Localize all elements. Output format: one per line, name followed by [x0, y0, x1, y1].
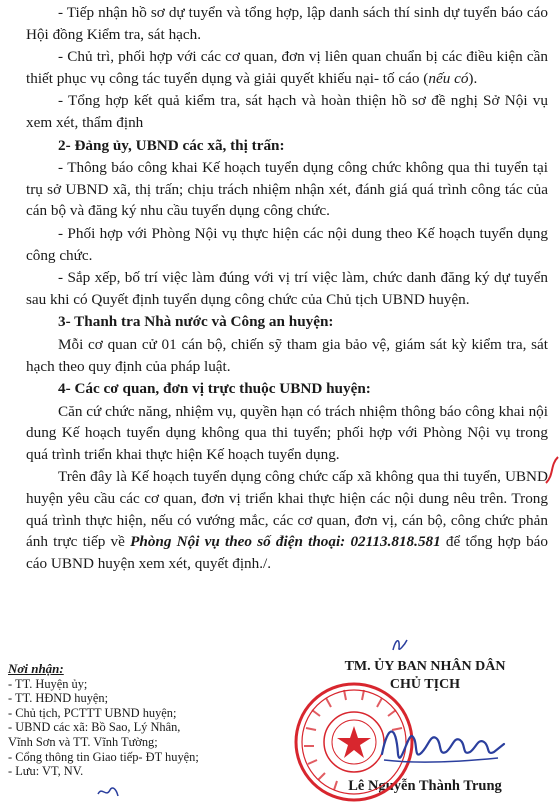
paragraph-text: - Sắp xếp, bố trí việc làm đúng với vị trí việc làm, chức danh đăng ký dự tuyển sau khi có Quyết định tuyển dụng công chức của Chủ tịch UBND huyện.	[26, 269, 548, 308]
initial-mark-icon	[390, 636, 410, 654]
body-paragraph	[26, 334, 548, 377]
paragraph-text: - Thông báo công khai Kế hoạch tuyển dụng công chức không qua thi tuyển tại trụ sở UBND xã, thị trấn; chịu trách nhiệm nhận xét, đánh giá quá trình công tác của cán bộ và đăng ký nhu cầu tuyển dụng công chức.	[26, 159, 548, 220]
paragraph-text: 2- Đảng ủy, UBND các xã, thị trấn:	[58, 136, 285, 154]
body-paragraph	[26, 46, 548, 89]
paragraph-text: - Phối hợp với Phòng Nội vụ thực hiện các nội dung theo Kế hoạch tuyển dụng công chức.	[26, 224, 548, 264]
paragraph-text: Trên đây là Kế hoạch tuyển dụng công chức cấp xã không qua thi tuyển, UBND huyện yêu cầu các cơ quan, đơn vị triển khai thực hiện các nội dung nêu trên. Trong quá trình thực hiện, nếu có vướng mắc, các cơ quan, đơn vị, cán bộ, công chức phản ánh trực tiếp về	[26, 468, 548, 551]
phone-contact-emphasis: Phòng Nội vụ theo số điện thoại: 02113.818.581	[130, 533, 441, 551]
paragraph-text: - Chủ trì, phối hợp với các cơ quan, đơn vị liên quan chuẩn bị các điều kiện cần thiết phục vụ công tác tuyển dụng và giải quyết khiếu nại- tố cáo (	[26, 48, 548, 87]
section-heading	[26, 135, 548, 157]
body-paragraph	[26, 157, 548, 222]
signature-role: CHỦ TỊCH	[389, 677, 461, 692]
paragraph-text: Căn cứ chức năng, nhiệm vụ, quyền hạn có trách nhiệm thông báo công khai nội dung Kế hoạch tuyển dụng không qua thi tuyển; phối hợp với Phòng Nội vụ trong quá trình triển khai thực hiện Kế hoạch tuyển dụng.	[26, 402, 548, 463]
recipients-title: Nơi nhận:	[8, 661, 64, 676]
body-paragraph	[26, 267, 548, 310]
recipient-item: Vĩnh Sơn và TT. Vĩnh Tường;	[8, 734, 158, 749]
body-paragraph	[26, 401, 548, 466]
signer-name: Lê Nguyễn Thành Trung	[348, 778, 502, 794]
recipient-item: - Lưu: VT, NV.	[8, 764, 84, 779]
recipient-item: - Cổng thông tin Giao tiếp- ĐT huyện;	[8, 749, 199, 764]
handwritten-signature-icon	[378, 714, 508, 774]
paragraph-tail-text: ).	[468, 69, 478, 87]
paragraph-text: 3- Thanh tra Nhà nước và Công an huyện:	[58, 313, 334, 331]
body-paragraph	[26, 223, 548, 266]
section-heading	[26, 311, 548, 333]
paragraph-text: 4- Các cơ quan, đơn vị trực thuộc UBND huyện:	[58, 380, 371, 398]
recipient-item: - Chủ tịch, PCTTT UBND huyện;	[8, 705, 177, 720]
initial-mark-icon	[96, 784, 120, 800]
paragraph-text: - Tổng hợp kết quả kiểm tra, sát hạch và hoàn thiện hồ sơ đề nghị Sở Nội vụ xem xét, thẩm định	[26, 92, 548, 131]
signature-org: TM. ỦY BAN NHÂN DÂN	[344, 659, 506, 674]
recipient-item: - UBND các xã: Bồ Sao, Lý Nhân,	[8, 720, 181, 735]
recipients-list	[8, 677, 278, 779]
paragraph-text: Mỗi cơ quan cử 01 cán bộ, chiến sỹ tham gia bảo vệ, giám sát kỳ kiểm tra, sát hạch theo quy định của pháp luật.	[26, 335, 548, 375]
section-heading	[26, 378, 548, 400]
recipient-item: - TT. HĐND huyện;	[8, 691, 109, 706]
margin-stamp-mark-icon	[540, 455, 560, 485]
body-paragraph	[26, 466, 548, 574]
body-paragraph	[26, 2, 548, 45]
document-body	[26, 2, 548, 575]
body-paragraph	[26, 90, 548, 133]
paragraph-tail-text: để tổng hợp báo cáo UBND huyện xem xét, quyết định./.	[26, 533, 549, 572]
recipients-block	[8, 662, 278, 779]
recipient-item: - TT. Huyện ủy;	[8, 676, 88, 691]
paragraph-text: - Tiếp nhận hồ sơ dự tuyển và tổng hợp, lập danh sách thí sinh dự tuyển báo cáo Hội đồng Kiểm tra, sát hạch.	[26, 4, 548, 43]
paragraph-italic-text: nếu có	[428, 69, 469, 87]
